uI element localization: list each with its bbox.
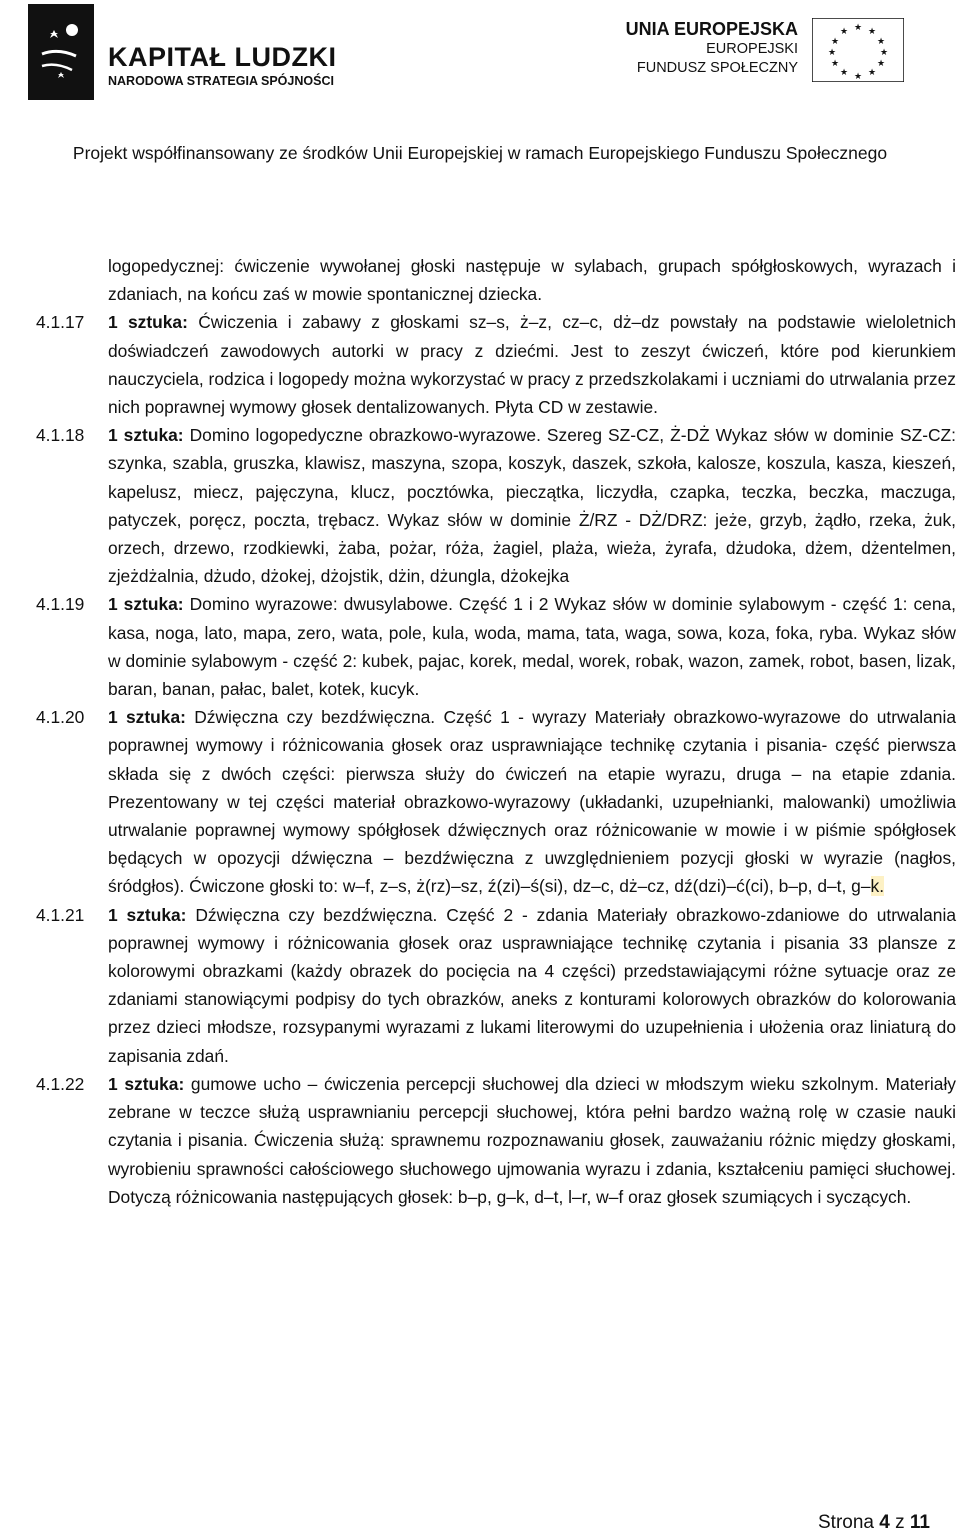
item-description: gumowe ucho – ćwiczenia percepcji słuchowej dla dzieci w młodszym wieku szkolnym. Materiały zebrane w teczce służą usprawnianiu percepcji słuchowej, która pełni bardzo ważną rolę w czasie nauki czytania i pisania. Ćwiczenia służą: sprawnemu rozpoznawaniu głosek, zauważaniu różnic między głoskami, wyrobieniu sprawności całościowego słuchowego ujmowania wyrazu i zdania, kształceniu pamięci słuchowej. Dotyczą różnicowania następujących głosek: b–p, g–k, d–t, l–r, w–f oraz głosek szumiących i syczących. bbox=[108, 1073, 957, 1207]
item-quantity: 1 sztuka: bbox=[108, 425, 184, 446]
item-number: 4.1.18 bbox=[36, 425, 85, 446]
page-of-label: z bbox=[895, 1512, 905, 1533]
item-description: Domino wyrazowe: dwusylabowe. Część 1 i 2 Wykaz słów w dominie sylabowym - część 1: cena, kasa, noga, lato, mapa, zero, wata, pole, kula, woda, mama, tata, waga, sowa, koza, foka, ryba. Wykaz słów w dominie sylabowym - część 2: kubek, pajac, korek, medal, worek, robak, wazon, zamek, robot, basen, lizak, baran, banan, pałac, balet, kotek, kucyk. bbox=[108, 594, 956, 700]
svg-text:★: ★ bbox=[867, 27, 877, 37]
page-total: 11 bbox=[909, 1512, 930, 1533]
list-item bbox=[36, 901, 956, 1070]
item-description: Dźwięczna czy bezdźwięczna. Część 1 - wyrazy Materiały obrazkowo-wyrazowe do utrwalania poprawnej wymowy i różnicowania głosek oraz usprawniające technikę czytania i pisania- część pierwsza składa się z dwóch części: pierwsza służy do ćwiczeń na etapie wyrazu, druga – na etapie zdania. Prezentowany w tej części materiał obrazkowo-wyrazowy (układanki, uzupełnianki, malowanki) umożliwia utrwalanie poprawnej wymowy spółgłosek dźwięcznych oraz różnicowanie w mowie i w piśmie spółgłosek będących w opozycji dźwięczna – bezdźwięczna z uwzględnieniem pozycji głoski w wyrazie (nagłos, śródgłos). Ćwiczone głoski to: w–f, z–s, ż(rz)–sz, ź(zi)–ś(si), dz–c, dż–cz, dź(dzi)–ć(ci), b–p, d–t, g– bbox=[108, 707, 957, 897]
item-text bbox=[108, 308, 956, 421]
kapital-ludzki-emblem-icon bbox=[28, 4, 94, 100]
item-number: 4.1.22 bbox=[36, 1073, 85, 1094]
document-body bbox=[36, 252, 956, 1211]
intro-paragraph: logopedycznej: ćwiczenie wywołanej głoski następuje w sylabach, grupach spółgłoskowych, wyrazach i zdaniach, na końcu zaś w mowie spontanicznej dziecka. bbox=[108, 256, 956, 305]
item-quantity: 1 sztuka: bbox=[108, 594, 184, 615]
item-number: 4.1.19 bbox=[36, 594, 85, 615]
page-number: 4 bbox=[879, 1512, 890, 1533]
item-description: Ćwiczenia i zabawy z głoskami sz–s, ż–z, cz–c, dż–dz powstały na podstawie wieloletnich doświadczeń zawodowych autorki w pracy z dziećmi. Jest to zeszyt ćwiczeń, które pod kierunkiem nauczyciela, rodzica i logopedy można wykorzystać w pracy z przedszkolakami i uczniami do utrwalania przez nich poprawnej wymowy głosek dentalizowanych. Płyta CD w zestawie. bbox=[108, 312, 957, 418]
item-number: 4.1.20 bbox=[36, 707, 85, 728]
svg-text:★: ★ bbox=[876, 37, 886, 47]
eu-line2: EUROPEJSKI bbox=[706, 41, 798, 57]
kapital-ludzki-title: KAPITAŁ LUDZKI bbox=[108, 42, 337, 72]
svg-text:★: ★ bbox=[879, 48, 889, 58]
project-funding-line: Projekt współfinansowany ze środków Unii Europejskiej w ramach Europejskiego Funduszu Społecznego bbox=[72, 143, 888, 163]
kapital-ludzki-logo bbox=[28, 4, 337, 104]
svg-text:★: ★ bbox=[830, 59, 840, 69]
svg-text:★: ★ bbox=[853, 23, 863, 33]
kapital-ludzki-subtitle: NARODOWA STRATEGIA SPÓJNOŚCI bbox=[108, 74, 334, 88]
item-description: Dźwięczna czy bezdźwięczna. Część 2 - zdania Materiały obrazkowo-zdaniowe do utrwalania poprawnej wymowy i różnicowania głosek oraz usprawniające technikę czytania i pisania 33 plansze z kolorowymi obrazkami (każdy obrazek do pocięcia na 4 części) przedstawiającymi różne sytuacje oraz ze zdaniami stanowiącymi podpisy do tych obrazków, aneks z konturami kolorowych obrazków do kolorowania przez dzieci młodsze, rozsypanymi wyrazami z lukami literowymi do uzupełnienia i ułożenia oraz liniaturą do zapisania zdań. bbox=[108, 904, 956, 1066]
svg-text:★: ★ bbox=[839, 68, 849, 78]
item-quantity: 1 sztuka: bbox=[108, 1073, 185, 1094]
list-item bbox=[36, 1070, 956, 1211]
page-label: Strona bbox=[818, 1512, 874, 1533]
svg-text:★: ★ bbox=[827, 48, 837, 58]
eu-logo bbox=[618, 18, 938, 88]
eu-line1: UNIA EUROPEJSKA bbox=[625, 19, 798, 39]
item-number: 4.1.21 bbox=[36, 904, 85, 925]
list-item bbox=[36, 590, 956, 703]
svg-text:★: ★ bbox=[830, 37, 840, 47]
item-text bbox=[108, 703, 956, 900]
svg-text:★: ★ bbox=[876, 59, 886, 69]
item-quantity: 1 sztuka: bbox=[108, 904, 187, 925]
item-quantity: 1 sztuka: bbox=[108, 312, 188, 333]
eu-text bbox=[626, 18, 798, 78]
item-text bbox=[108, 901, 956, 1070]
list-item bbox=[36, 703, 956, 900]
eu-flag-icon bbox=[812, 18, 904, 82]
svg-text:★: ★ bbox=[867, 68, 877, 78]
item-description: Domino logopedyczne obrazkowo-wyrazowe. Szereg SZ-CZ, Ż-DŻ Wykaz słów w dominie SZ-CZ: szynka, szabla, gruszka, klawisz, maszyna, szopa, koszyk, daszek, szkoła, kalosze, koszula, kasza, kieszeń, kapelusz, miecz, pajęczyna, klucz, pocztówka, pieczątka, liczydła, czapka, teczka, beczka, maczuga, patyczek, poręcz, poczta, trębacz. Wykaz słów w dominie Ż/RZ - DŻ/DRZ: jeże, grzyb, żądło, rzeka, żuk, orzech, drzewo, rzodkiewki, żaba, pożar, róża, żagiel, plaża, wieża, żyrafa, dżudoka, dżem, dżentelmen, zjeżdżalnia, dżudo, dżokej, dżojstik, dżin, dżungla, dżokejka bbox=[108, 425, 956, 587]
item-quantity: 1 sztuka: bbox=[108, 707, 186, 728]
list-item bbox=[36, 421, 956, 590]
highlighted-text: k. bbox=[870, 876, 885, 897]
item-text bbox=[108, 421, 956, 590]
item-text bbox=[108, 1070, 956, 1211]
list-item bbox=[36, 308, 956, 421]
item-number: 4.1.17 bbox=[36, 312, 85, 333]
svg-text:★: ★ bbox=[853, 72, 863, 82]
item-text bbox=[108, 590, 956, 703]
svg-text:★: ★ bbox=[839, 27, 849, 37]
eu-line3: FUNDUSZ SPOŁECZNY bbox=[636, 60, 798, 76]
page-footer bbox=[818, 1512, 930, 1534]
page-header bbox=[0, 0, 960, 163]
